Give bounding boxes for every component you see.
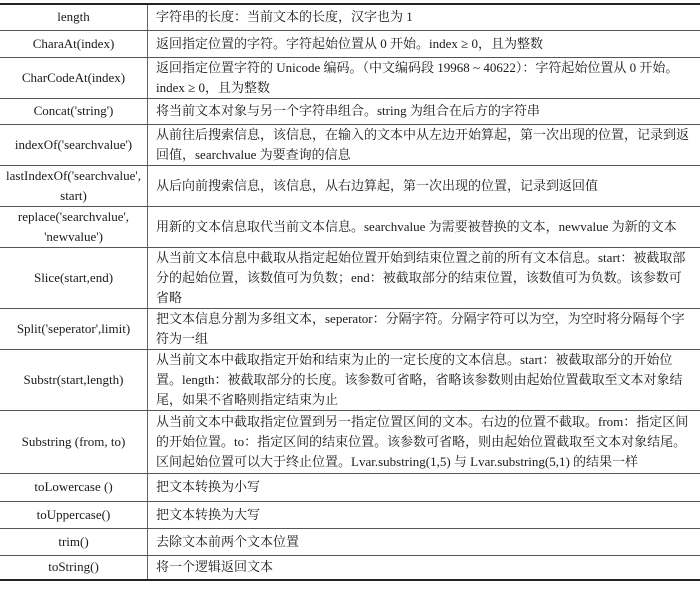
- description-cell: 从当前文本信息中截取从指定起始位置开始到结束位置之前的所有文本信息。start：被截取部分的起始位置，该数值可为负数；end：被截取部分的结束位置，该数值可为负数。该参数可省略: [148, 247, 700, 308]
- function-name-cell: Substr(start,length): [0, 349, 148, 410]
- function-name-cell: indexOf('searchvalue'): [0, 124, 148, 165]
- function-name-cell: CharCodeAt(index): [0, 57, 148, 98]
- function-name-cell: toLowercase (): [0, 473, 148, 501]
- description-cell: 用新的文本信息取代当前文本信息。searchvalue 为需要被替换的文本，newvalue 为新的文本: [148, 206, 700, 247]
- table-row: [0, 528, 700, 555]
- table-row: [0, 247, 700, 308]
- description-cell: 从当前文本中截取指定开始和结束为止的一定长度的文本信息。start：被截取部分的开始位置。length：被截取部分的长度。该参数可省略，省略该参数则由起始位置截取至文本对象结尾，如果不省略则指定结束为止: [148, 349, 700, 410]
- description-cell: 将当前文本对象与另一个字符串组合。string 为组合在后方的字符串: [148, 98, 700, 124]
- description-cell: 返回指定位置的字符。字符起始位置从 0 开始。index ≥ 0，且为整数: [148, 30, 700, 57]
- description-cell: 返回指定位置字符的 Unicode 编码。（中文编码段 19968 ~ 40622）：字符起始位置从 0 开始。index ≥ 0，且为整数: [148, 57, 700, 98]
- table-row: [0, 4, 700, 30]
- description-cell: 把文本转换为小写: [148, 473, 700, 501]
- description-cell: 从后向前搜索信息，该信息，从右边算起，第一次出现的位置，记录到返回值: [148, 165, 700, 206]
- table-row: [0, 98, 700, 124]
- description-cell: 去除文本前两个文本位置: [148, 528, 700, 555]
- table-body: [0, 4, 700, 580]
- table-row: [0, 410, 700, 473]
- function-name-cell: toUppercase(): [0, 501, 148, 528]
- function-name-cell: trim(): [0, 528, 148, 555]
- string-functions-table: [0, 3, 700, 581]
- table-row: [0, 501, 700, 528]
- function-name-cell: replace('searchvalue', 'newvalue'): [0, 206, 148, 247]
- function-name-cell: Concat('string'): [0, 98, 148, 124]
- table-row: [0, 124, 700, 165]
- table-row: [0, 206, 700, 247]
- function-name-cell: lastIndexOf('searchvalue', start): [0, 165, 148, 206]
- table-row: [0, 349, 700, 410]
- description-cell: 从前往后搜索信息，该信息，在输入的文本中从左边开始算起，第一次出现的位置，记录到返回值，searchvalue 为要查询的信息: [148, 124, 700, 165]
- function-name-cell: CharaAt(index): [0, 30, 148, 57]
- description-cell: 把文本信息分割为多组文本，seperator：分隔字符。分隔字符可以为空，为空时将分隔每个字符为一组: [148, 308, 700, 349]
- table-row: [0, 473, 700, 501]
- function-name-cell: Slice(start,end): [0, 247, 148, 308]
- description-cell: 从当前文本中截取指定位置到另一指定位置区间的文本。右边的位置不截取。from：指定区间的开始位置。to：指定区间的结束位置。该参数可省略，则由起始位置截取至文本对象结尾。区间起始位置可以大于终止位置。Lvar.substring(1,5) 与 Lvar.substring(5,1) 的结果一样: [148, 410, 700, 473]
- function-name-cell: Substring (from, to): [0, 410, 148, 473]
- table-row: [0, 308, 700, 349]
- function-name-cell: length: [0, 4, 148, 30]
- description-cell: 把文本转换为大写: [148, 501, 700, 528]
- table-row: [0, 30, 700, 57]
- description-cell: 字符串的长度：当前文本的长度，汉字也为 1: [148, 4, 700, 30]
- function-name-cell: Split('seperator',limit): [0, 308, 148, 349]
- table-row: [0, 57, 700, 98]
- table-row: [0, 165, 700, 206]
- function-name-cell: toString(): [0, 555, 148, 580]
- description-cell: 将一个逻辑返回文本: [156, 559, 274, 575]
- table-row: [0, 555, 700, 580]
